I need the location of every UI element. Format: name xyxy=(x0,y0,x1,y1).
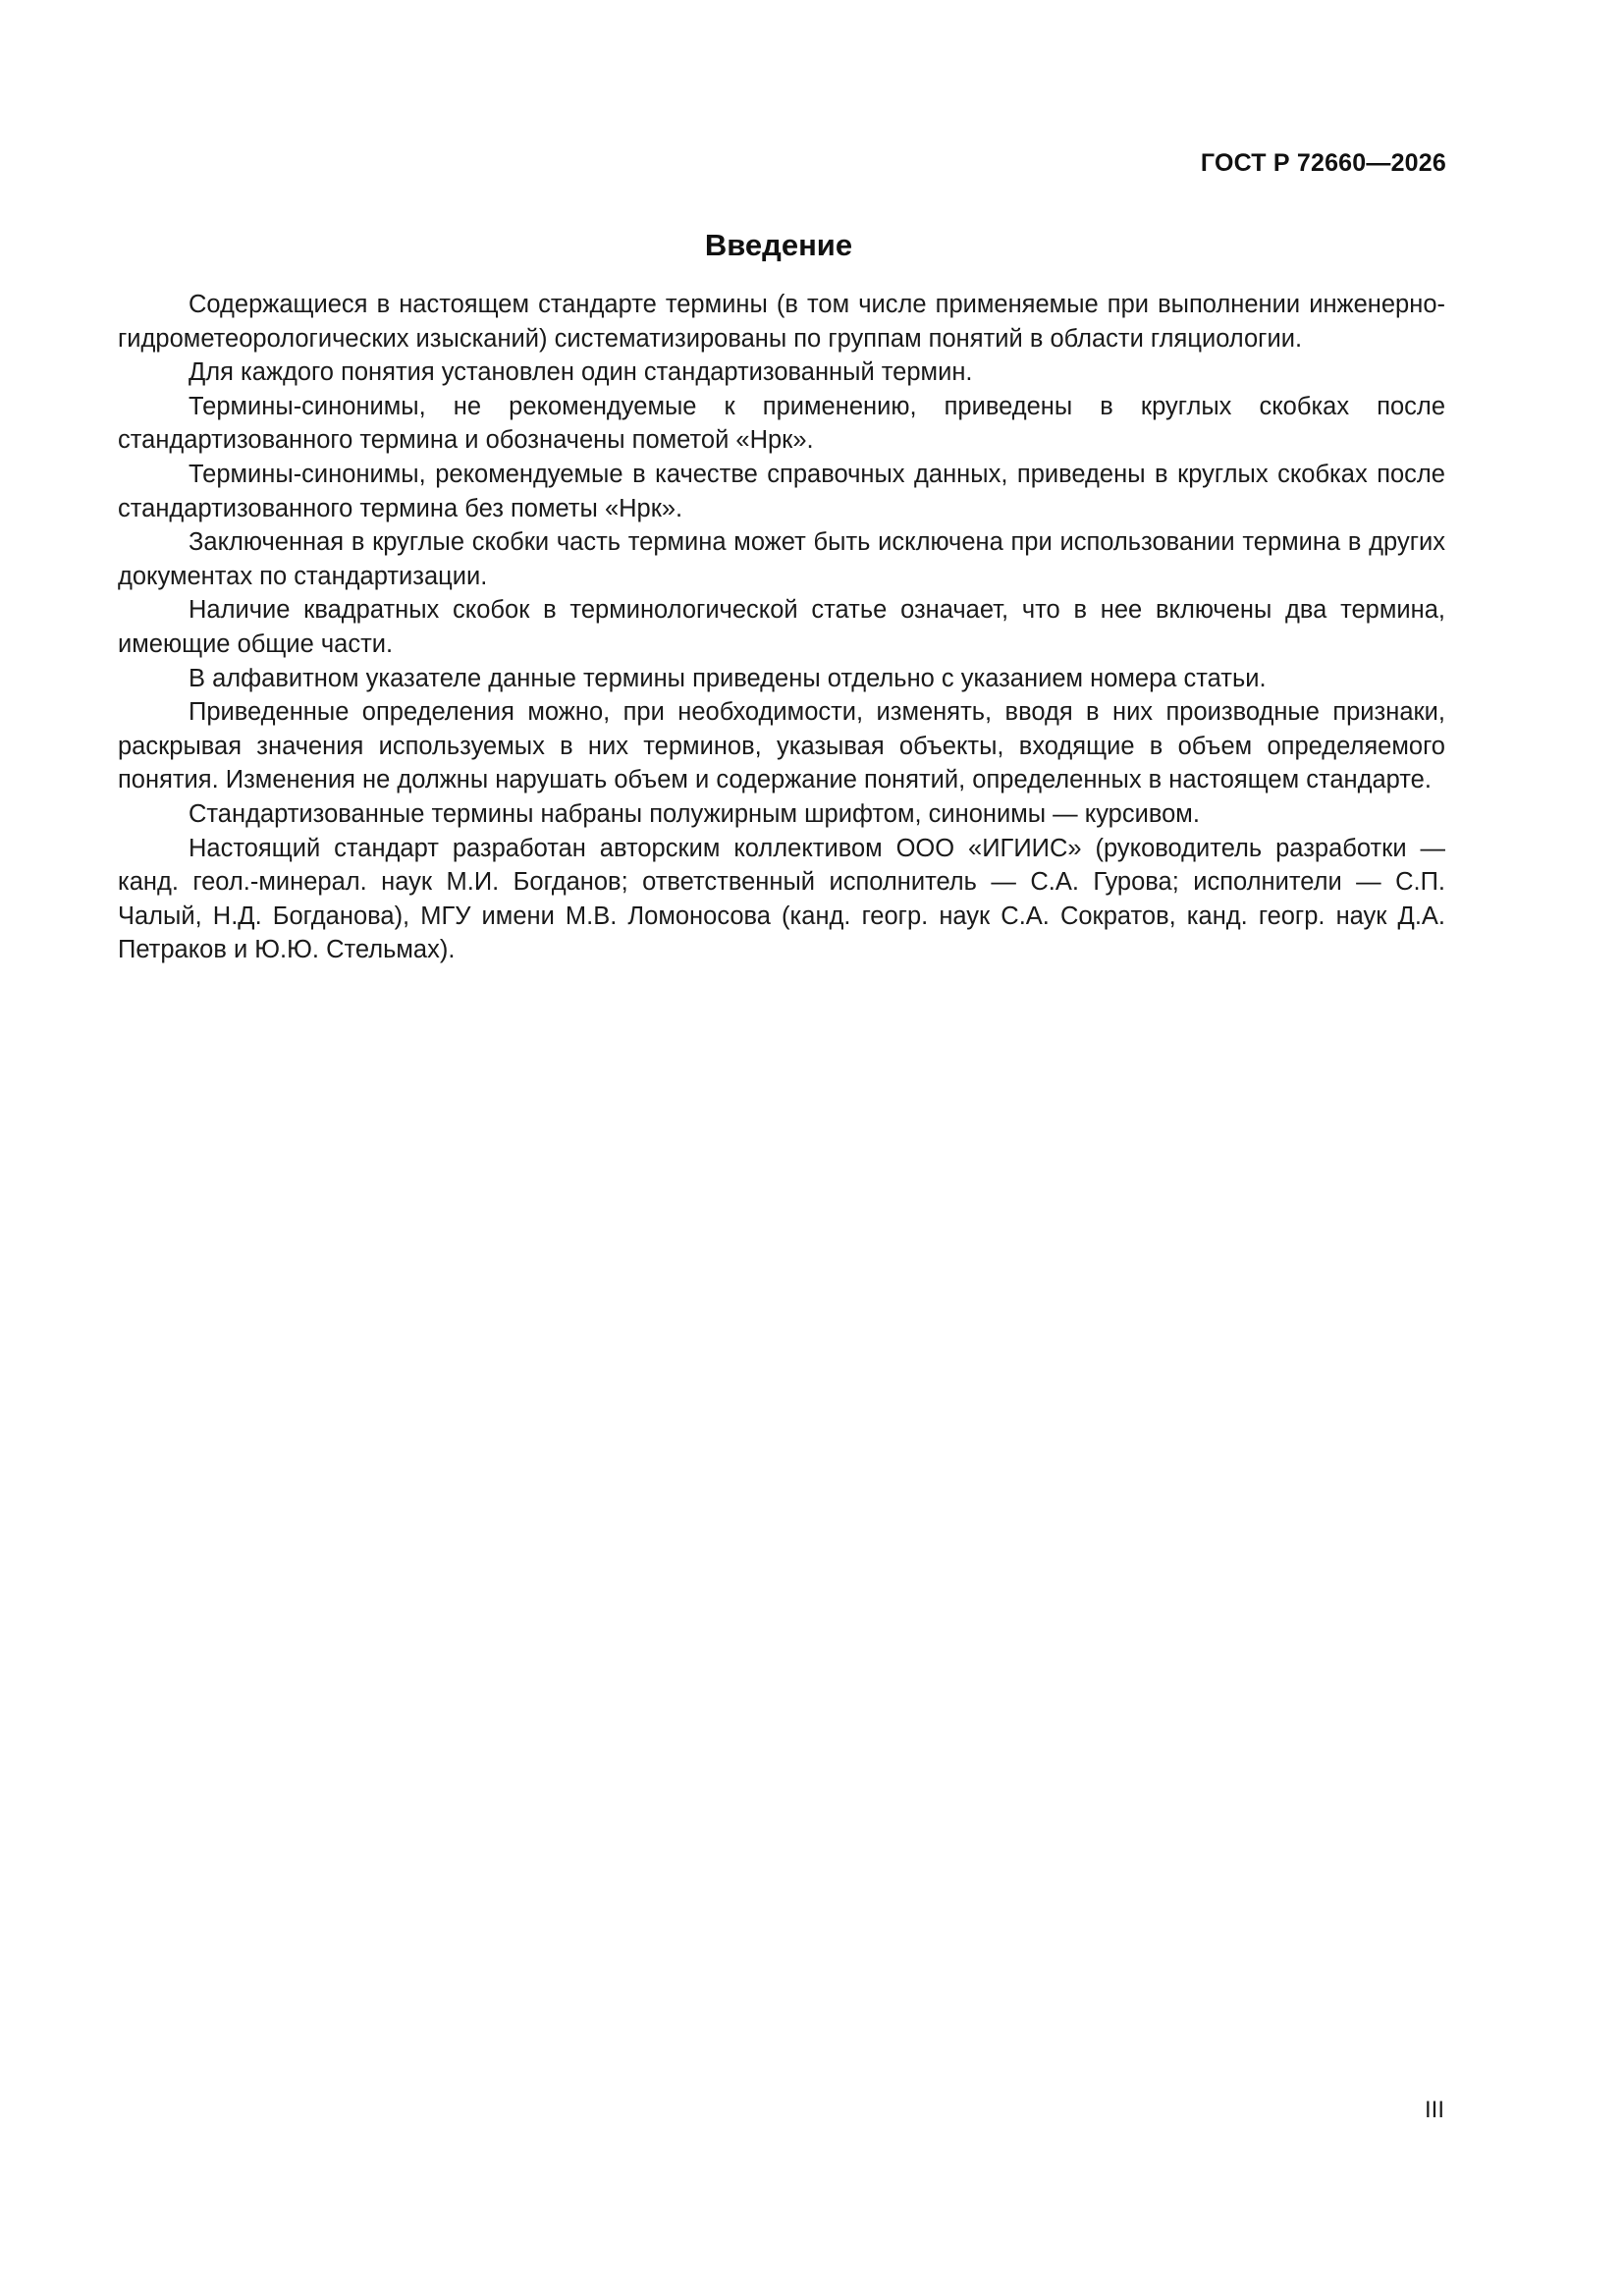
paragraph-definitions-modification: Приведенные определения можно, при необходимости, изменять, вводя в них производные признаки, раскрывая значения используемых в них терминов, указывая объекты, входящие в объем определяемого понятия. Изменения не должны нарушать объем и содержание понятий, определенных в настоящем стандарте. xyxy=(118,698,1445,794)
paragraph-terms-systematized: Содержащиеся в настоящем стандарте термины (в том числе применяемые при выполнении инженерно-гидрометеорологических изысканий) систематизированы по группам понятий в области гляциологии. xyxy=(118,291,1445,353)
paragraph-authors: Настоящий стандарт разработан авторским коллективом ООО «ИГИИС» (руководитель разработки — канд. геол.-минерал. наук М.И. Богданов; ответственный исполнитель — С.А. Гурова; исполнители — С.П. Чалый, Н.Д. Богданова), МГУ имени М.В. Ломоносова (канд. геогр. наук С.А. Сократов, канд. геогр. наук Д.А. Петраков и Ю.Ю. Стельмах). xyxy=(118,834,1445,964)
paragraph-parentheses-part: Заключенная в круглые скобки часть термина может быть исключена при использовании термина в других документах по стандартизации. xyxy=(118,528,1445,590)
section-title: Введение xyxy=(704,228,853,262)
paragraph-not-recommended-synonyms: Термины-синонимы, не рекомендуемые к применению, приведены в круглых скобках после стандартизованного термина и обозначены пометой «Нрк». xyxy=(118,392,1445,455)
document-code: ГОСТ Р 72660—2026 xyxy=(1200,149,1446,177)
paragraph-square-brackets: Наличие квадратных скобок в терминологической статье означает, что в нее включены два термина, имеющие общие части. xyxy=(118,596,1445,658)
page-number: III xyxy=(1424,2097,1444,2123)
paragraph-alphabetical-index: В алфавитном указателе данные термины приведены отдельно с указанием номера статьи. xyxy=(189,664,1267,692)
paragraph-typography: Стандартизованные термины набраны полужирным шрифтом, синонимы — курсивом. xyxy=(189,799,1200,828)
paragraph-one-term-per-concept: Для каждого понятия установлен один стандартизованный термин. xyxy=(189,358,973,387)
introduction-body xyxy=(118,288,1445,967)
paragraph-reference-synonyms: Термины-синонимы, рекомендуемые в качестве справочных данных, приведены в круглых скобках после стандартизованного термина без пометы «Нрк». xyxy=(118,460,1445,522)
